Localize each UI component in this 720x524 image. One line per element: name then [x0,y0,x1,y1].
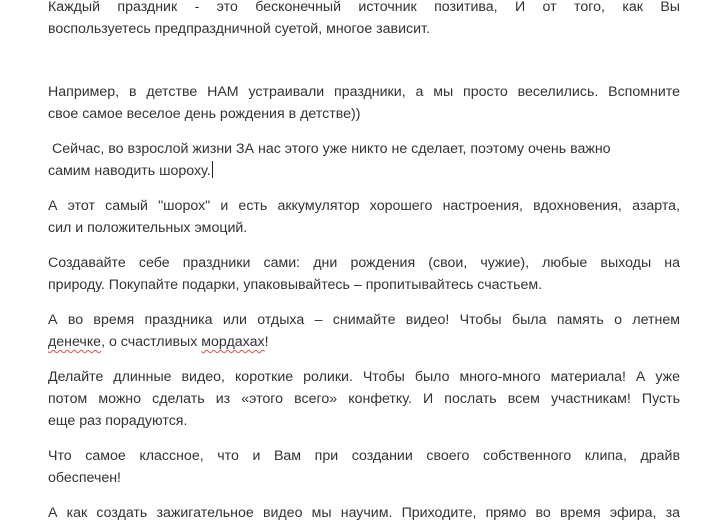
text-line: обеспечен! [48,470,122,486]
paragraph-5 [48,252,680,296]
paragraph-gap [48,296,680,309]
text-line: Например, в детстве НАМ устраивали праздники, а мы просто веселились. Вспомните [48,84,680,100]
paragraph-1 [48,0,680,40]
text-line: потом можно сделать из «этого всего» конфетку. И послать всем участникам! Пусть [48,391,680,407]
text-line: Каждый праздник - это бесконечный источник позитива, И от того, как Вы [48,0,680,15]
paragraph-gap [48,182,680,195]
text-line: сил и положительных эмоций. [48,220,248,236]
text-line: Делайте длинные видео, короткие ролики. Чтобы было много-много материала! А уже [48,369,680,385]
paragraph-7 [48,366,680,432]
blank-space [48,40,680,81]
text-line: самим наводить шороху. [48,163,211,179]
paragraph-gap [48,353,680,366]
paragraph-2 [48,81,680,125]
paragraph-8 [48,445,680,489]
text-line: Что самое классное, что и Вам при создании своего собственного клипа, драйв [48,448,680,464]
document-body[interactable] [48,0,680,524]
text-line: А как создать зажигательное видео мы научим. Приходите, прямо во время эфира, за [48,505,680,521]
text-line: природу. Покупайте подарки, упаковывайтесь – пропитывайтесь счастьем. [48,277,543,293]
paragraph-4 [48,195,680,239]
text-line [48,331,680,353]
text-fragment: ! [264,334,269,350]
misspelled-word[interactable]: денечке [48,334,102,350]
text-line: свое самое веселое день рождения в детстве)) [48,106,361,122]
text-line: воспользуетесь предпраздничной суетой, многое зависит. [48,21,430,37]
misspelled-word[interactable]: мордахах [201,334,265,350]
text-line: А этот самый "шорох" и есть аккумулятор хорошего настроения, вдохновения, азарта, [48,198,680,214]
text-line-with-cursor [48,160,680,182]
paragraph-9 [48,502,680,524]
text-line: еще раз порадуются. [48,413,188,429]
paragraph-6 [48,309,680,353]
paragraph-gap [48,239,680,252]
text-cursor [212,161,213,178]
text-line: Создавайте себе праздники сами: дни рождения (свои, чужие), любые выходы на [48,255,680,271]
text-fragment: , о счастливых [101,334,202,350]
paragraph-gap [48,125,680,138]
paragraph-gap [48,489,680,502]
paragraph-3 [48,138,680,182]
text-line: Сейчас, во взрослой жизни ЗА нас этого уже никто не сделает, поэтому очень важно [48,141,611,157]
text-line: А во время праздника или отдыха – снимайте видео! Чтобы была память о летнем [48,312,680,328]
paragraph-gap [48,432,680,445]
